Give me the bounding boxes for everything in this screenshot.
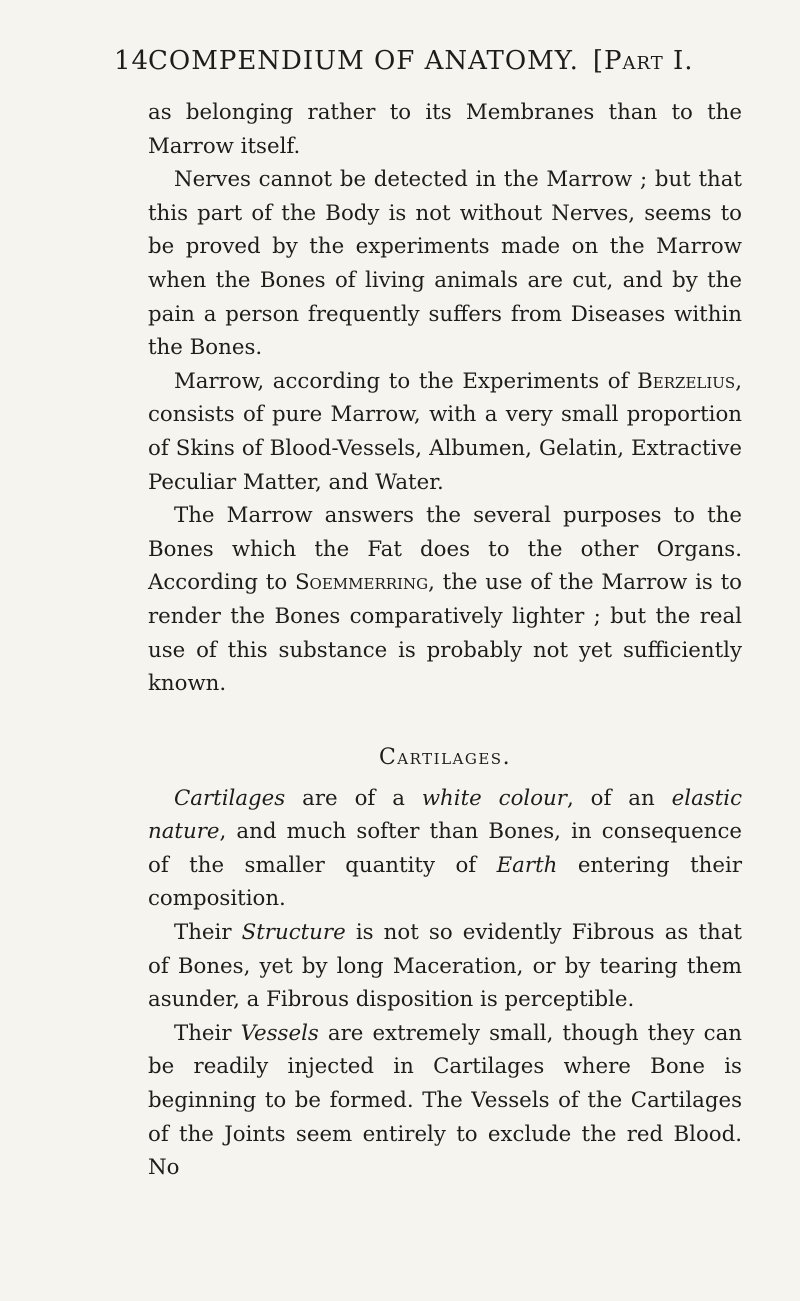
term-structure: Structure [241,920,346,946]
text-run: Their [174,1020,241,1046]
text-run: are extremely small, though they can be readily injected in Cartilages where Bone is beginning to be formed. The Vessels of the Cartilages of the Joints seem entirely to exclude the red Blood. No [148,1020,742,1181]
paragraph-nerves: Nerves cannot be detected in the Marrow ; but that this part of the Body is not without Nerves, seems to be proved by the experiments made on the Marrow when the Bones of living animals are cut, and by the pain a person frequently suffers from Diseases within the Bones. [148,167,742,361]
paragraph-continuation: as belonging rather to its Membranes than to the Marrow itself. [148,100,742,159]
running-head [114,46,742,76]
text-run: are of a [285,785,422,811]
text-run: Marrow, according to the Experiments of [174,368,638,394]
term-earth: Earth [496,852,558,878]
part-label: [Part I. [592,46,694,76]
text-run: is not so evidently Fibrous as that of Bones, yet by long Maceration, or by tearing them asunder, a Fibrous disposition is perceptible. [148,920,742,1013]
author-name-soemmerring: Soemmerring [294,570,429,596]
paragraph-cartilages-nature [148,782,742,916]
term-cartilages: Cartilages [174,785,286,811]
text-run: The Marrow answers the several purposes to the Bones which the Fat does to the other Organs. According to [148,503,742,596]
text-run: , the use of the Marrow is to render the Bones comparatively lighter ; but the real use of this substance is probably not yet sufficiently known. [148,570,743,697]
term-white-colour: white colour [421,785,567,811]
running-title: COMPENDIUM OF ANATOMY. [148,46,579,76]
author-name-berzelius: Berzelius [637,368,736,394]
page-number: 14 [114,46,150,76]
paragraph-marrow-purpose [148,499,742,701]
term-elastic-nature: elastic nature [148,785,742,845]
text-run: Their [174,920,242,946]
paragraph-cartilages-vessels [148,1017,742,1185]
section-heading-cartilages: Cartilages. [378,744,512,770]
paragraph-marrow-composition [148,365,742,499]
text-run: entering their composition. [148,852,742,912]
term-vessels: Vessels [240,1020,319,1046]
body-text [148,96,742,1185]
text-run: , consists of pure Marrow, with a very small proportion of Skins of Blood-Vessels, Albumen, Gelatin, Extractive Peculiar Matter, and Water. [148,368,742,495]
text-run: , of an [566,785,672,811]
text-run: , and much softer than Bones, in consequence of the smaller quantity of [148,819,742,878]
paragraph-cartilages-structure [148,916,742,1017]
